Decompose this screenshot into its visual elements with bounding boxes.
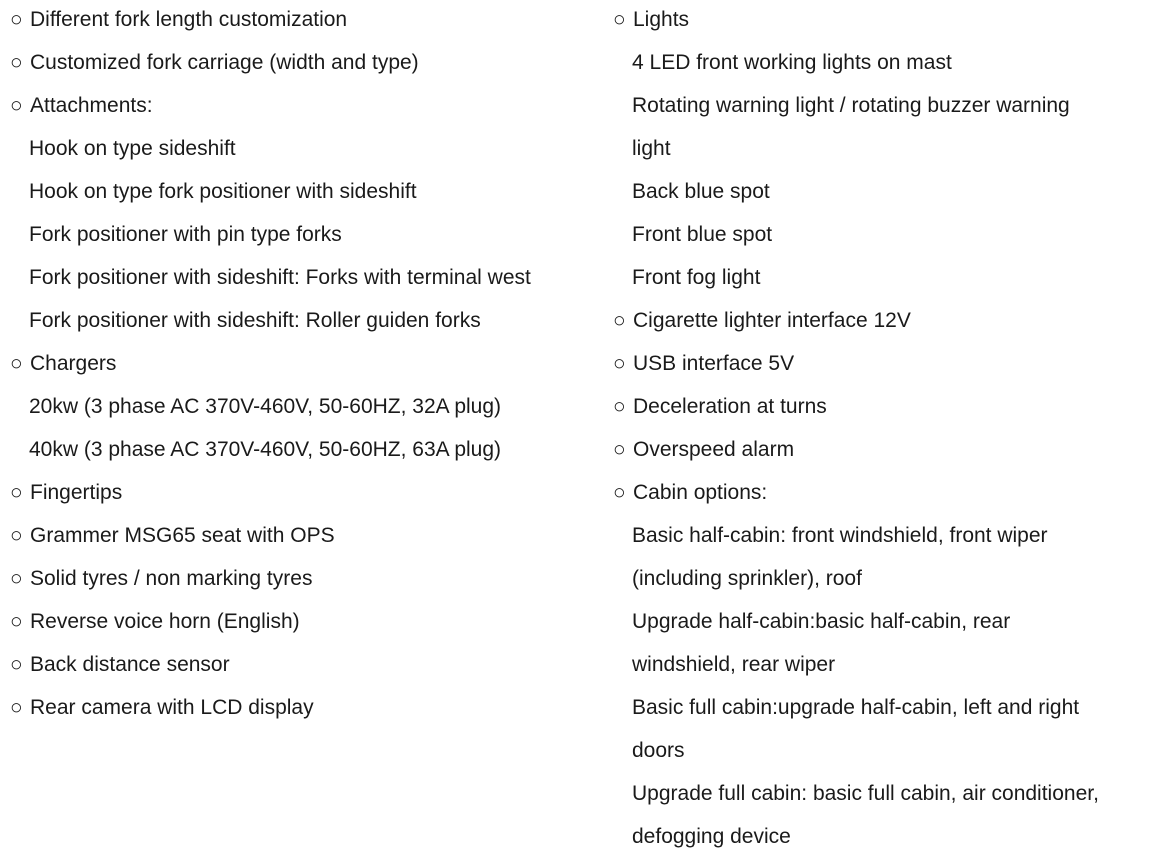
sub-option-item [10,170,600,213]
circle-bullet-icon: ○ [613,395,626,418]
option-text: Basic half-cabin: front windshield, front wiper [632,524,1048,547]
option-item [613,471,1172,514]
circle-bullet-icon: ○ [613,8,626,31]
sub-option-item [613,686,1172,729]
sub-option-item-continued [613,643,1172,686]
sub-option-item [10,299,600,342]
option-text: Deceleration at turns [633,395,827,418]
option-text: Solid tyres / non marking tyres [30,567,313,590]
option-text: windshield, rear wiper [632,653,836,676]
option-item [10,600,600,643]
circle-bullet-icon: ○ [10,696,23,719]
sub-option-item [613,772,1172,815]
sub-option-item [613,41,1172,84]
circle-bullet-icon: ○ [10,481,23,504]
option-item [613,299,1172,342]
option-text: (including sprinkler), roof [632,567,862,590]
option-text: Front fog light [632,266,761,289]
option-item [10,84,600,127]
option-text: Back blue spot [632,180,770,203]
circle-bullet-icon: ○ [10,610,23,633]
option-text: Fork positioner with sideshift: Forks with terminal west [29,266,531,289]
option-text: Customized fork carriage (width and type) [30,51,419,74]
option-text: 20kw (3 phase AC 370V-460V, 50-60HZ, 32A plug) [29,395,502,418]
option-text: Hook on type fork positioner with sideshift [29,180,417,203]
circle-bullet-icon: ○ [613,481,626,504]
option-text: Fork positioner with sideshift: Roller guiden forks [29,309,481,332]
sub-option-item [613,84,1172,127]
option-text: Fingertips [30,481,123,504]
option-item [10,643,600,686]
sub-option-item [10,428,600,471]
option-text: Lights [633,8,690,31]
option-text: Grammer MSG65 seat with OPS [30,524,335,547]
option-text: Chargers [30,352,117,375]
option-text: 4 LED front working lights on mast [632,51,952,74]
option-text: USB interface 5V [633,352,795,375]
option-text: Fork positioner with pin type forks [29,223,342,246]
circle-bullet-icon: ○ [10,51,23,74]
option-item [10,686,600,729]
circle-bullet-icon: ○ [613,309,626,332]
circle-bullet-icon: ○ [10,8,23,31]
option-text: doors [632,739,685,762]
circle-bullet-icon: ○ [613,438,626,461]
sub-option-item-continued [613,729,1172,772]
option-text: Basic full cabin:upgrade half-cabin, left and right [632,696,1080,719]
option-text: Cigarette lighter interface 12V [633,309,911,332]
option-text: defogging device [632,825,791,848]
circle-bullet-icon: ○ [10,567,23,590]
option-text: Upgrade full cabin: basic full cabin, air conditioner, [632,782,1099,805]
left-options-column [10,0,600,729]
sub-option-item [613,213,1172,256]
option-item [10,557,600,600]
sub-option-item [613,514,1172,557]
option-item [10,471,600,514]
option-text: Overspeed alarm [633,438,795,461]
option-item [10,514,600,557]
sub-option-item-continued [613,815,1172,858]
circle-bullet-icon: ○ [613,352,626,375]
option-item [613,342,1172,385]
sub-option-item [613,600,1172,643]
option-text: Cabin options: [633,481,768,504]
option-item [613,428,1172,471]
option-text: Rotating warning light / rotating buzzer warning [632,94,1070,117]
option-text: Different fork length customization [30,8,348,31]
option-text: 40kw (3 phase AC 370V-460V, 50-60HZ, 63A plug) [29,438,502,461]
option-text: Hook on type sideshift [29,137,236,160]
sub-option-item [10,385,600,428]
circle-bullet-icon: ○ [10,653,23,676]
option-item [10,41,600,84]
option-item [10,342,600,385]
option-item [10,0,600,41]
sub-option-item-continued [613,127,1172,170]
sub-option-item-continued [613,557,1172,600]
option-text: Front blue spot [632,223,773,246]
option-text: Reverse voice horn (English) [30,610,300,633]
circle-bullet-icon: ○ [10,524,23,547]
sub-option-item [10,127,600,170]
option-item [613,0,1172,41]
right-options-column [613,0,1172,858]
circle-bullet-icon: ○ [10,94,23,117]
sub-option-item [10,213,600,256]
option-text: Upgrade half-cabin:basic half-cabin, rear [632,610,1011,633]
option-text: Rear camera with LCD display [30,696,314,719]
option-text: Back distance sensor [30,653,230,676]
sub-option-item [613,256,1172,299]
option-text: light [632,137,671,160]
circle-bullet-icon: ○ [10,352,23,375]
option-text: Attachments: [30,94,153,117]
option-item [613,385,1172,428]
sub-option-item [613,170,1172,213]
sub-option-item [10,256,600,299]
